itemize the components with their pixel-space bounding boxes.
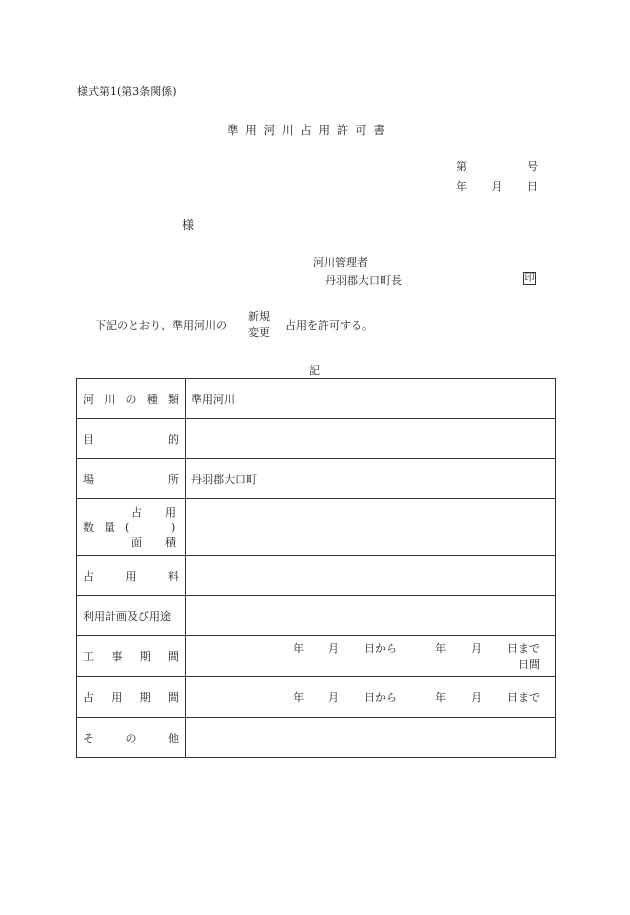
number-suffix: 号: [527, 160, 538, 173]
permission-text-before: 下記のとおり、準用河川の: [95, 319, 227, 332]
purpose-label-cell: [77, 419, 186, 459]
row-usage: [77, 596, 556, 636]
row-fee: [77, 556, 556, 596]
row-construction-period: [77, 636, 556, 677]
date-month: 月: [491, 180, 503, 193]
river-type-value-cell: [186, 379, 556, 419]
document-title: 準用河川占用許可書: [227, 123, 392, 137]
construction-label-cell: [77, 636, 186, 677]
construction-label: 工 事 期 間: [83, 650, 179, 663]
seal-mark: 印: [524, 272, 535, 284]
number-prefix: 第: [456, 160, 467, 173]
other-label-cell: [77, 718, 186, 758]
construction-period-cell: [186, 636, 556, 677]
river-type-label: 河 川 の 種 類: [83, 392, 179, 406]
other-value-cell: [186, 718, 556, 758]
occupancy-label-cell: [77, 677, 186, 718]
occupancy-period-cell: [186, 677, 556, 718]
row-purpose: [77, 419, 556, 459]
construction-period: 年 月 日から 年 月 日まで 日間: [293, 642, 540, 671]
place-value: 丹羽郡大口町: [191, 472, 257, 486]
usage-value-cell: [186, 596, 556, 636]
quantity-label-cell: [77, 499, 186, 556]
place-value-cell: [186, 459, 556, 499]
date-day: 日: [527, 180, 538, 193]
usage-label-cell: [77, 596, 186, 636]
row-place: [77, 459, 556, 499]
issuer-name: 丹羽郡大口町長: [325, 274, 402, 287]
fee-label-cell: [77, 556, 186, 596]
issue-date: [456, 181, 538, 192]
row-occupancy-period: [77, 677, 556, 718]
permit-details-table: [76, 378, 556, 758]
quantity-value-cell: [186, 499, 556, 556]
place-label: 場 所: [83, 472, 179, 486]
issuer-role: 河川管理者: [313, 256, 368, 269]
row-other: [77, 718, 556, 758]
occupancy-period: 年 月 日から 年 月 日まで: [293, 691, 540, 704]
row-quantity: [77, 499, 556, 556]
permission-text-after: 占用を許可する。: [285, 319, 373, 332]
other-label: そ の 他: [83, 731, 179, 745]
option-new: 新規: [248, 310, 270, 323]
date-year: 年: [456, 180, 467, 193]
river-type-value: 準用河川: [191, 392, 235, 406]
ki-heading: 記: [309, 364, 320, 377]
usage-label: 利用計画及び用途: [83, 609, 171, 623]
fee-label: 占 用 料: [83, 569, 179, 583]
occupancy-label: 占 用 期 間: [83, 691, 179, 704]
row-river-type: [77, 379, 556, 419]
fee-value-cell: [186, 556, 556, 596]
quantity-label: 占 用 数 量 ( ) 面 積: [83, 506, 176, 549]
purpose-value-cell: [186, 419, 556, 459]
place-label-cell: [77, 459, 186, 499]
purpose-label: 目 的: [83, 432, 179, 446]
river-type-label-cell: [77, 379, 186, 419]
addressee-suffix: 様: [182, 218, 195, 232]
form-number: 様式第1(第3条関係): [77, 85, 177, 98]
option-change: 変更: [248, 326, 270, 339]
